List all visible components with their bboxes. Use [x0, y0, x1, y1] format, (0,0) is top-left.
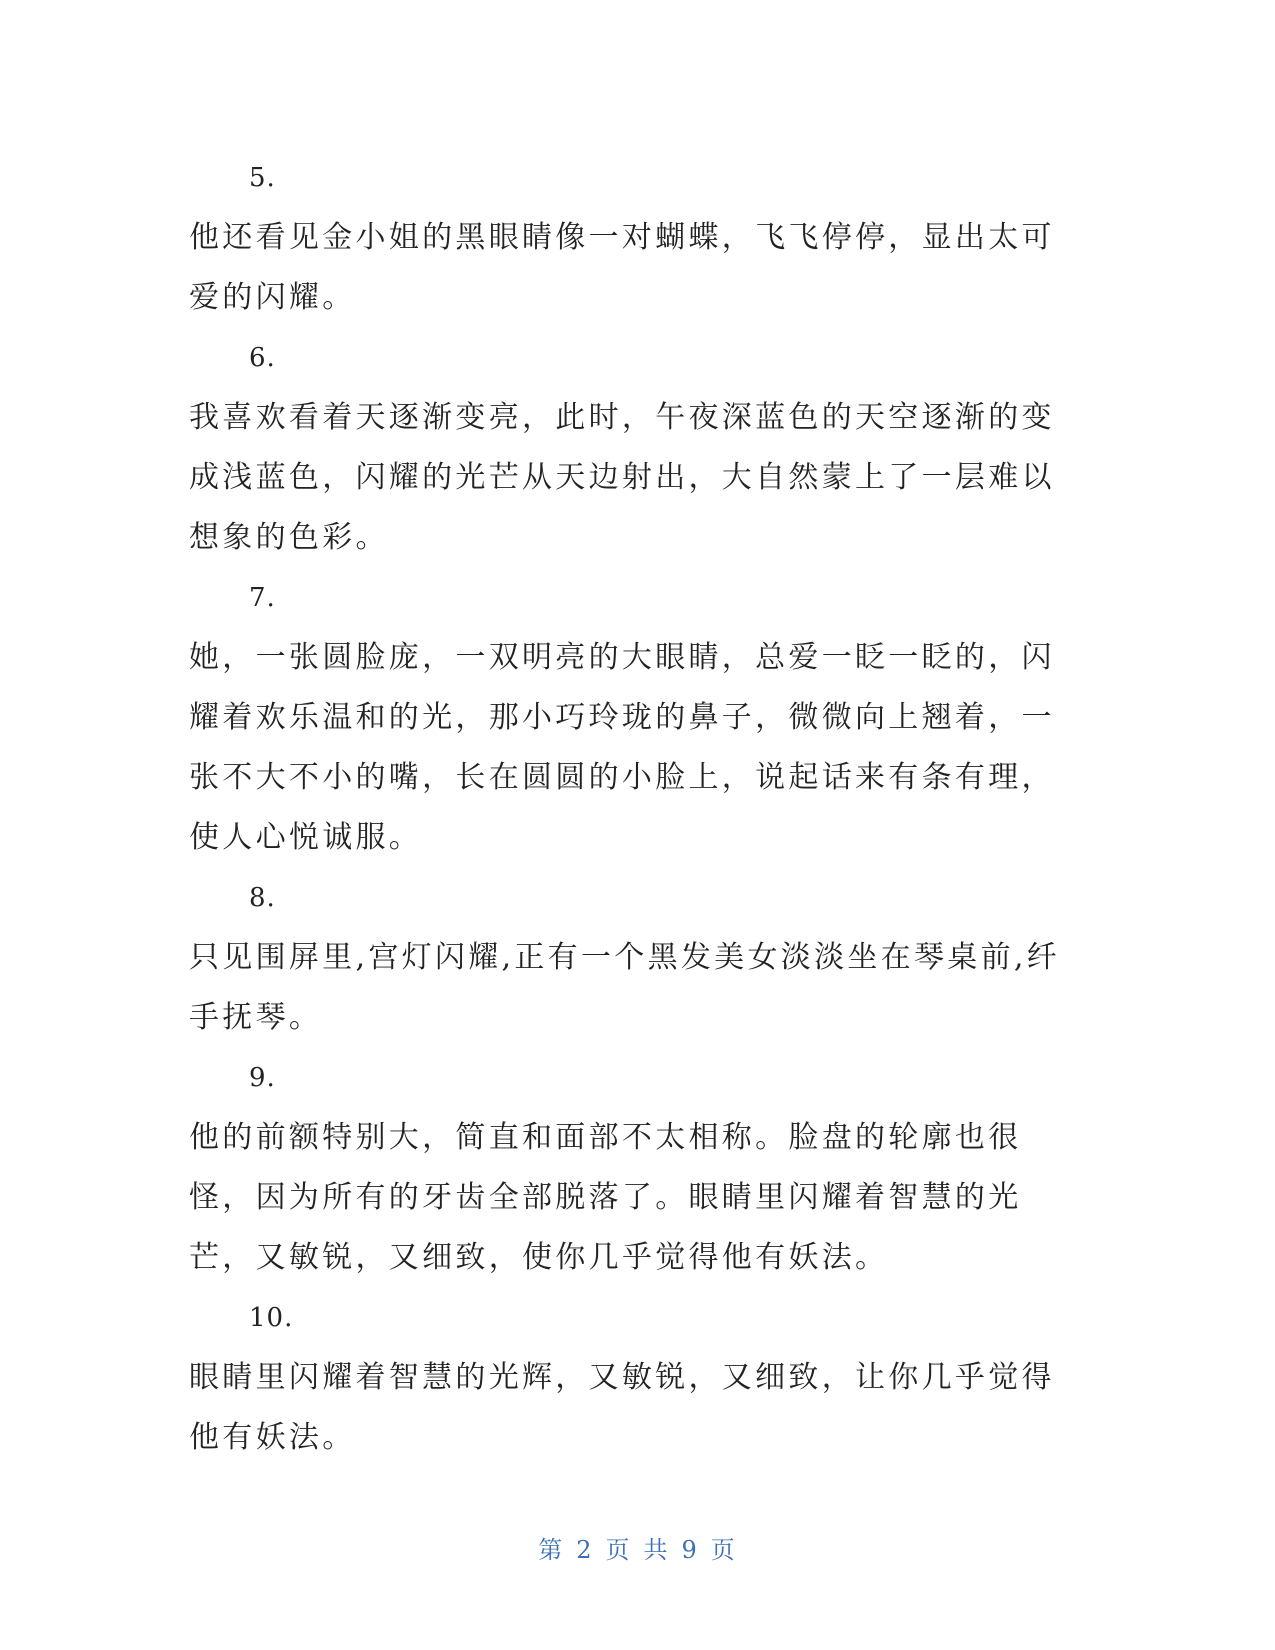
item-number: 8. — [249, 883, 276, 913]
item-text: 眼睛里闪耀着智慧的光辉，又敏锐，又细致，让你几乎觉得他有妖法。 — [189, 1360, 1055, 1455]
page-footer — [0, 1530, 1275, 1565]
item-text: 他还看见金小姐的黑眼睛像一对蝴蝶，飞飞停停，显出太可爱的闪耀。 — [189, 220, 1055, 315]
item-number: 6. — [249, 343, 276, 373]
item-text: 她，一张圆脸庞，一双明亮的大眼睛，总爱一眨一眨的，闪耀着欢乐温和的光，那小巧玲珑的鼻子，微微向上翘着，一张不大不小的嘴，长在圆圆的小脸上，说起话来有条有理，使人心悦诚服。 — [189, 640, 1055, 855]
item-text: 只见围屏里,宫灯闪耀,正有一个黑发美女淡淡坐在琴桌前,纤手抚琴。 — [189, 940, 1061, 1035]
footer-prefix: 第 — [538, 1536, 565, 1564]
item-text: 我喜欢看着天逐渐变亮，此时，午夜深蓝色的天空逐渐的变成浅蓝色，闪耀的光芒从天边射出，大自然蒙上了一层难以想象的色彩。 — [189, 400, 1055, 555]
footer-suffix: 页 — [710, 1536, 737, 1564]
item-text: 他的前额特别大，简直和面部不太相称。脸盘的轮廓也很怪，因为所有的牙齿全部脱落了。眼睛里闪耀着智慧的光芒，又敏锐，又细致，使你几乎觉得他有妖法。 — [189, 1120, 1022, 1275]
item-number: 5. — [249, 163, 276, 193]
item-number: 10. — [249, 1303, 294, 1333]
item-number: 7. — [249, 583, 276, 613]
footer-total-word: 共 — [643, 1536, 670, 1564]
item-number: 9. — [249, 1063, 276, 1093]
footer-total-pages: 9 — [681, 1536, 699, 1564]
document-body — [189, 148, 1079, 1468]
footer-page-word: 页 — [605, 1536, 632, 1564]
footer-current-page: 2 — [576, 1536, 594, 1564]
